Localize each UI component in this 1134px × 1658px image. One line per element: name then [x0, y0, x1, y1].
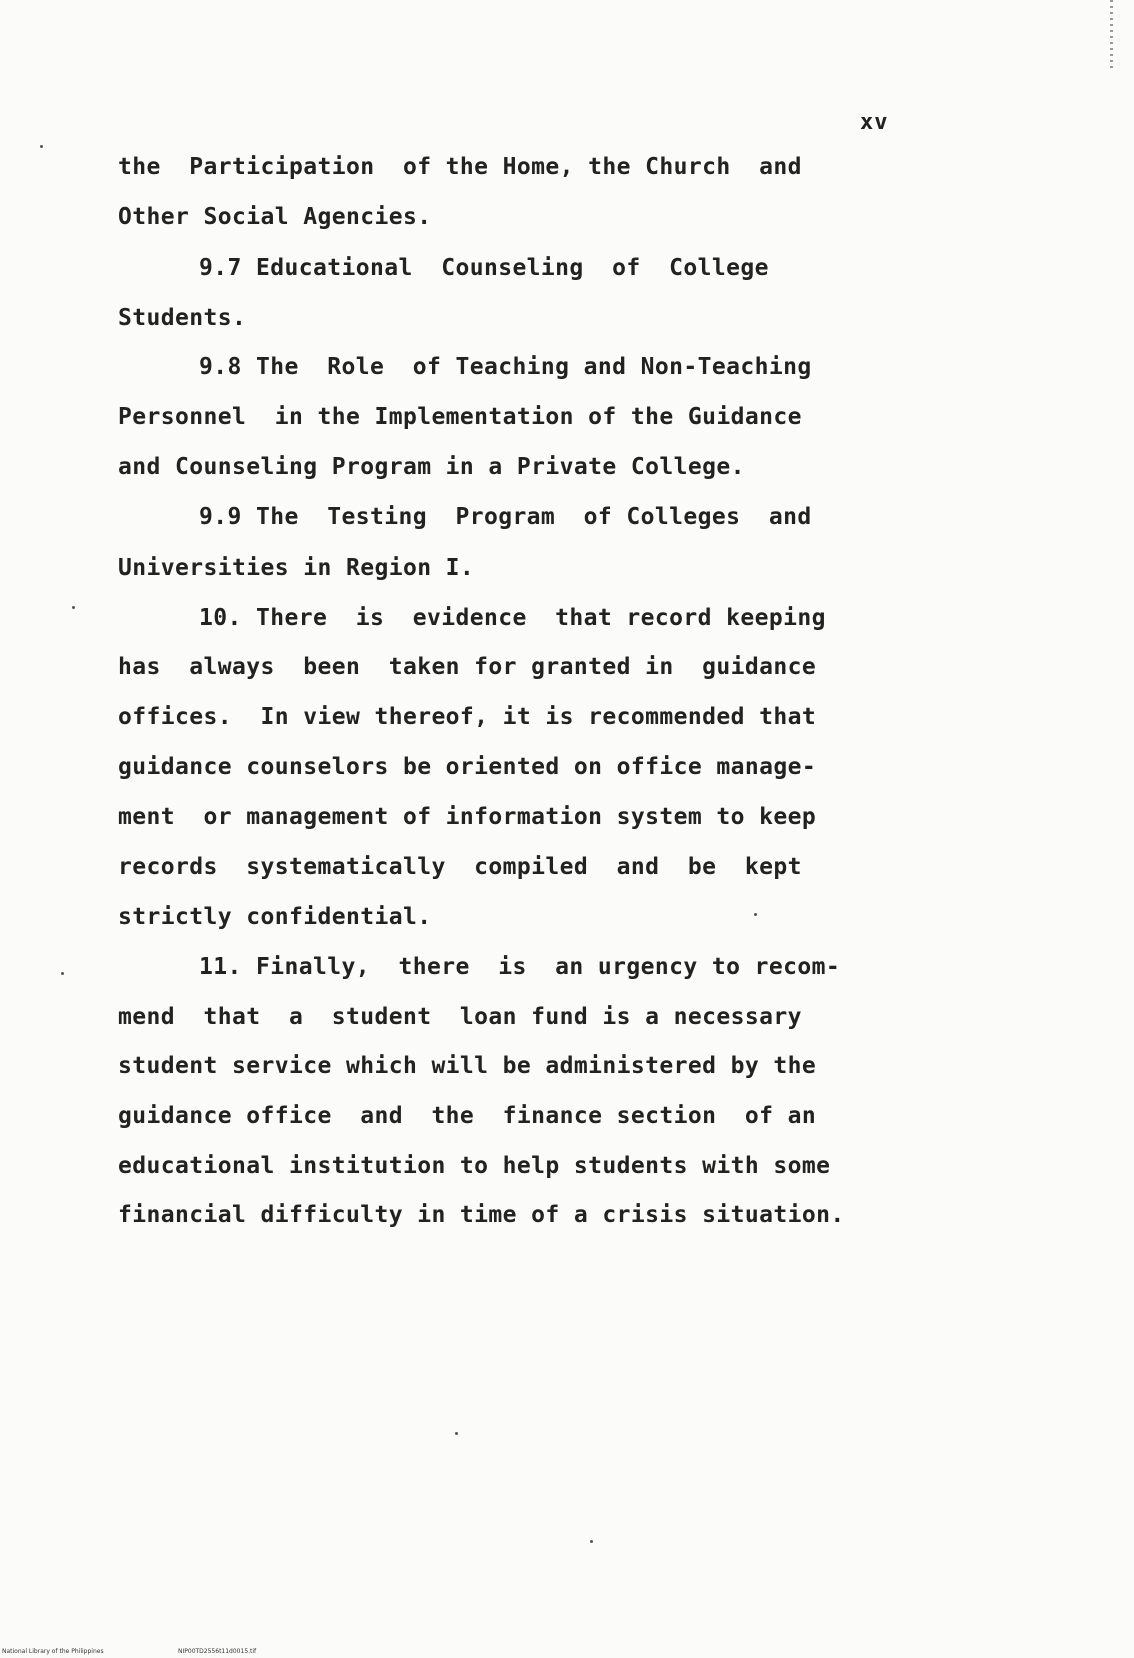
scan-speck	[455, 1432, 458, 1435]
text-line: guidance counselors be oriented on office manage-	[118, 754, 817, 780]
text-line: mend that a student loan fund is a necessary	[118, 1004, 802, 1030]
text-line: records systematically compiled and be kept	[118, 854, 802, 880]
text-line: Other Social Agencies.	[118, 204, 432, 230]
scan-edge-dots	[1110, 0, 1113, 70]
text-line: ment or management of information system to keep	[118, 804, 817, 830]
page-number: xv	[860, 110, 889, 135]
text-line: strictly confidential.	[118, 904, 432, 930]
scan-speck	[61, 972, 64, 975]
text-line: the Participation of the Home, the Church and	[118, 154, 802, 180]
text-line: Students.	[118, 305, 247, 331]
scan-speck	[590, 1540, 593, 1543]
scan-speck	[754, 913, 757, 916]
text-line: 9.8 The Role of Teaching and Non-Teaching	[199, 354, 812, 380]
text-line: 9.7 Educational Counseling of College	[199, 255, 769, 281]
text-line: financial difficulty in time of a crisis situation.	[118, 1202, 845, 1228]
text-line: 10. There is evidence that record keeping	[199, 605, 826, 631]
text-line: has always been taken for granted in guidance	[118, 654, 817, 680]
text-line: student service which will be administered by the	[118, 1053, 817, 1079]
footer-file-id: NIP00TD2556t11d0015.tif	[178, 1648, 257, 1655]
text-line: offices. In view thereof, it is recommended that	[118, 704, 817, 730]
text-line: Universities in Region I.	[118, 555, 475, 581]
text-line: guidance office and the finance section of an	[118, 1103, 817, 1129]
scan-speck	[40, 145, 43, 148]
text-line: Personnel in the Implementation of the Guidance	[118, 404, 802, 430]
text-line: 9.9 The Testing Program of Colleges and	[199, 504, 812, 530]
scan-speck	[72, 606, 75, 609]
text-line: educational institution to help students with some	[118, 1153, 831, 1179]
footer-library-credit: National Library of the Philippines	[2, 1648, 104, 1655]
text-line: and Counseling Program in a Private College.	[118, 454, 745, 480]
text-line: 11. Finally, there is an urgency to recom-	[199, 954, 841, 980]
